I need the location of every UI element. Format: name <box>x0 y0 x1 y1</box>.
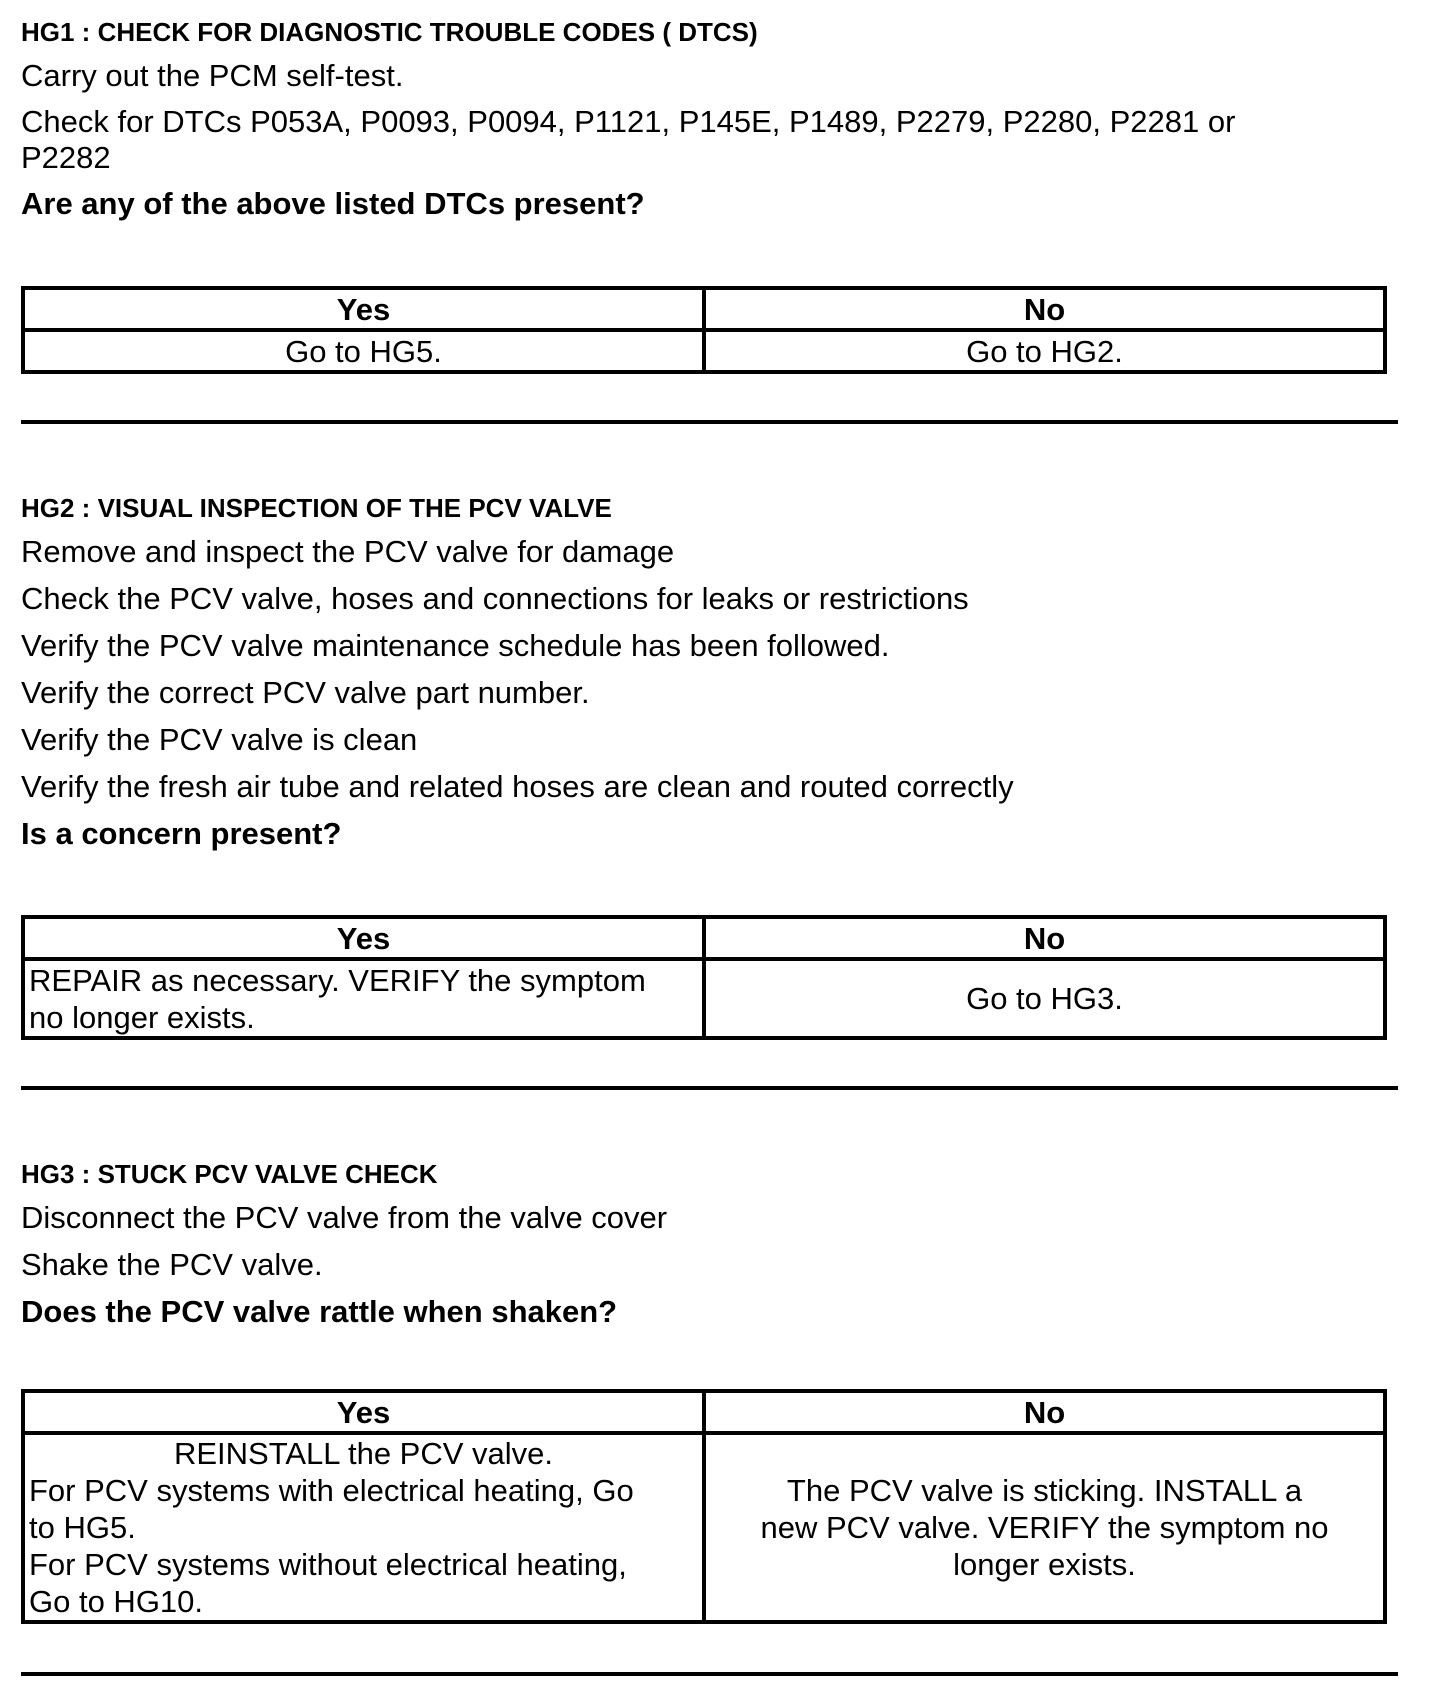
hg3-no-line-3: longer exists. <box>953 1547 1136 1582</box>
hg3-section <box>21 1158 1401 1330</box>
hg2-step-2: Check the PCV valve, hoses and connections for leaks or restrictions <box>21 581 969 616</box>
hg2-no-header: No <box>704 917 1385 959</box>
hg1-section <box>21 16 1401 222</box>
hg1-step-1: Carry out the PCM self-test. <box>21 58 404 93</box>
hg2-result-table <box>21 915 1387 1040</box>
hg3-no-action <box>704 1433 1385 1622</box>
hg1-step-2: Check for DTCs P053A, P0093, P0094, P1121, P145E, P1489, P2279, P2280, P2281 or <box>21 104 1236 139</box>
hg2-yes-line-1: REPAIR as necessary. VERIFY the symptom <box>29 962 646 998</box>
section-divider <box>21 1672 1398 1676</box>
hg3-yes-line-3: to HG5. <box>29 1510 136 1545</box>
hg3-yes-line-4: For PCV systems without electrical heating, <box>29 1547 627 1582</box>
hg2-section <box>21 492 1401 852</box>
hg2-yes-action <box>23 959 704 1038</box>
hg1-yes-action: Go to HG5. <box>23 330 704 372</box>
hg2-step-5: Verify the PCV valve is clean <box>21 722 418 757</box>
section-divider <box>21 1086 1398 1090</box>
hg3-no-line-1: The PCV valve is sticking. INSTALL a <box>786 1473 1303 1508</box>
hg3-step-2: Shake the PCV valve. <box>21 1247 323 1282</box>
hg3-yes-line-5: Go to HG10. <box>29 1584 204 1619</box>
hg3-no-header: No <box>704 1391 1385 1433</box>
hg2-yes-line-2: no longer exists. <box>29 999 255 1035</box>
hg3-no-line-2: new PCV valve. VERIFY the symptom no <box>760 1510 1329 1545</box>
hg3-question: Does the PCV valve rattle when shaken? <box>21 1294 618 1329</box>
hg3-yes-line-2: For PCV systems with electrical heating, Go <box>29 1473 634 1508</box>
hg1-yes-header: Yes <box>23 288 704 330</box>
hg3-yes-line-1: REINSTALL the PCV valve. <box>173 1436 554 1471</box>
hg2-no-action: Go to HG3. <box>704 959 1385 1038</box>
hg3-step-1: Disconnect the PCV valve from the valve cover <box>21 1200 668 1235</box>
hg2-question: Is a concern present? <box>21 816 342 851</box>
hg3-title: HG3 : STUCK PCV VALVE CHECK <box>21 1159 438 1189</box>
hg2-step-6: Verify the fresh air tube and related hoses are clean and routed correctly <box>21 769 1014 804</box>
hg3-yes-action <box>23 1433 704 1622</box>
hg2-title: HG2 : VISUAL INSPECTION OF THE PCV VALVE <box>21 493 612 523</box>
hg2-yes-header: Yes <box>23 917 704 959</box>
hg1-step-2-cont: P2282 <box>21 140 111 175</box>
hg1-question: Are any of the above listed DTCs present? <box>21 186 645 221</box>
hg1-no-header: No <box>704 288 1385 330</box>
hg3-result-table <box>21 1389 1387 1624</box>
hg2-step-3: Verify the PCV valve maintenance schedule has been followed. <box>21 628 890 663</box>
hg1-result-table <box>21 286 1387 374</box>
hg1-title: HG1 : CHECK FOR DIAGNOSTIC TROUBLE CODES ( DTCS) <box>21 17 758 47</box>
section-divider <box>21 420 1398 424</box>
hg2-step-4: Verify the correct PCV valve part number. <box>21 675 590 710</box>
hg3-yes-header: Yes <box>23 1391 704 1433</box>
hg2-step-1: Remove and inspect the PCV valve for damage <box>21 534 675 569</box>
hg1-no-action: Go to HG2. <box>704 330 1385 372</box>
